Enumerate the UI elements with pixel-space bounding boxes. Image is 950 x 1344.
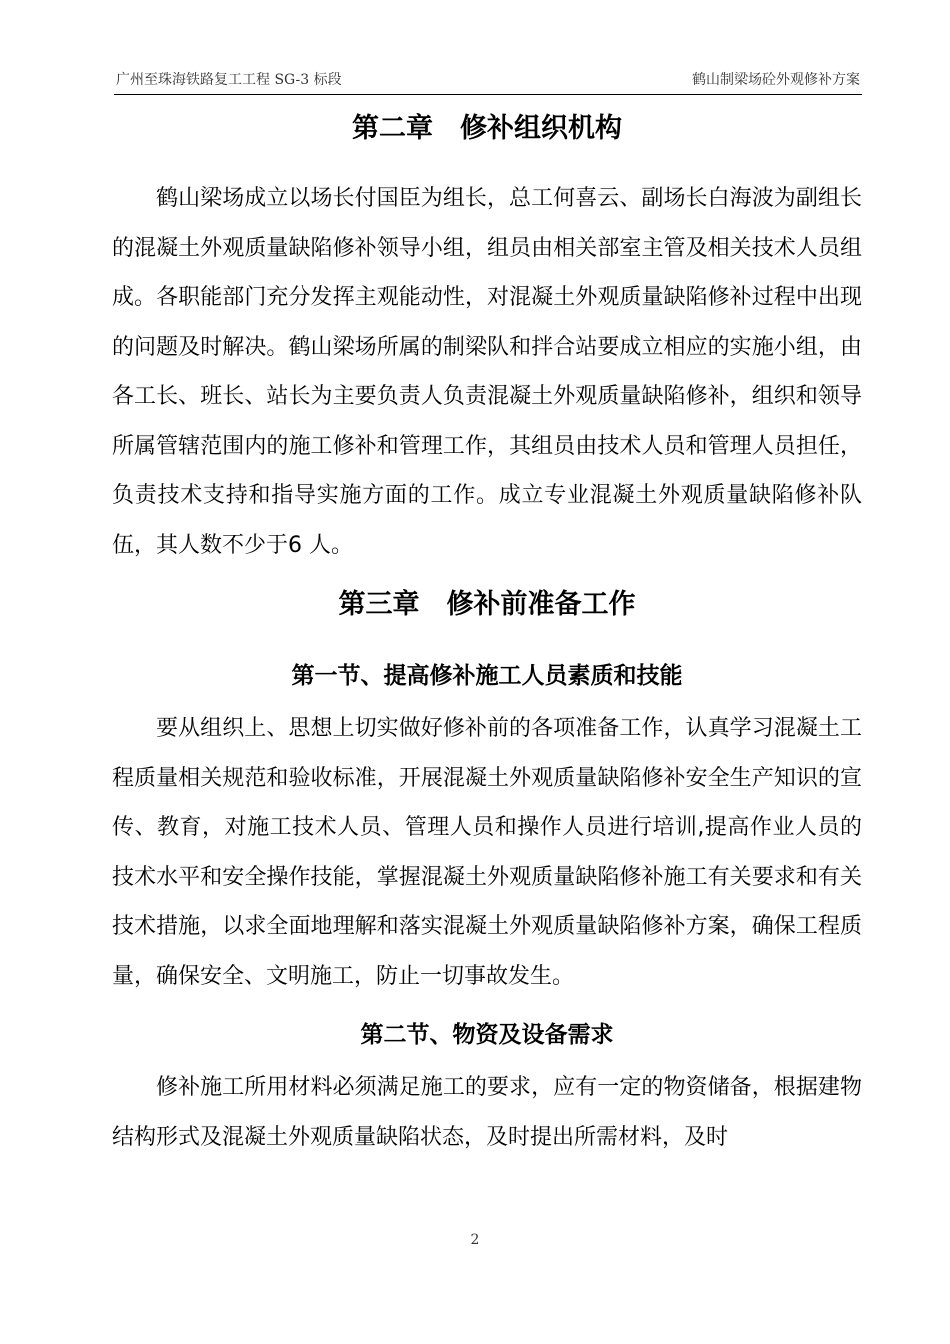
chapter-3-title: 第三章 修补前准备工作 [338, 589, 636, 620]
page-number: 2 [470, 1232, 480, 1248]
header-project-name: 广州至珠海铁路复工工程 SG-3 标段 [116, 72, 342, 88]
chapter-2-title: 第二章 修补组织机构 [352, 113, 622, 144]
chapter-2-paragraph: 鹤山梁场成立以场长付国臣为组长，总工何喜云、副场长白海波为副组长的混凝土外观质量缺陷修补领导小组，组员由相关部室主管及相关技术人员组成。各职能部门充分发挥主观能动性，对混凝土外观质量缺陷修补过程中出现的问题及时解决。鹤山梁场所属的制梁队和拌合站要成立相应的实施小组，由各工长、班长、站长为主要负责人负责混凝土外观质量缺陷修补，组织和领导所属管辖范围内的施工修补和管理工作，其组员由技术人员和管理人员担任，负责技术支持和指导实施方面的工作。成立专业混凝土外观质量缺陷修补队伍，其人数不少于6 人。 [112, 186, 862, 558]
document-body [112, 104, 862, 1162]
page-header [114, 70, 862, 95]
section-2-title: 第二节、物资及设备需求 [360, 1022, 614, 1048]
header-document-title: 鹤山制梁场砼外观修补方案 [692, 72, 860, 88]
section-1-title: 第一节、提高修补施工人员素质和技能 [291, 663, 683, 689]
section-2-paragraph: 修补施工所用材料必须满足施工的要求，应有一定的物资储备，根据建物结构形式及混凝土外观质量缺陷状态，及时提出所需材料，及时 [112, 1075, 862, 1150]
section-1-paragraph: 要从组织上、思想上切实做好修补前的各项准备工作，认真学习混凝土工程质量相关规范和验收标准，开展混凝土外观质量缺陷修补安全生产知识的宣传、教育，对施工技术人员、管理人员和操作人员进行培训,提高作业人员的技术水平和安全操作技能，掌握混凝土外观质量缺陷修补施工有关要求和有关技术措施，以求全面地理解和落实混凝土外观质量缺陷修补方案，确保工程质量，确保安全、文明施工，防止一切事故发生。 [112, 716, 862, 989]
